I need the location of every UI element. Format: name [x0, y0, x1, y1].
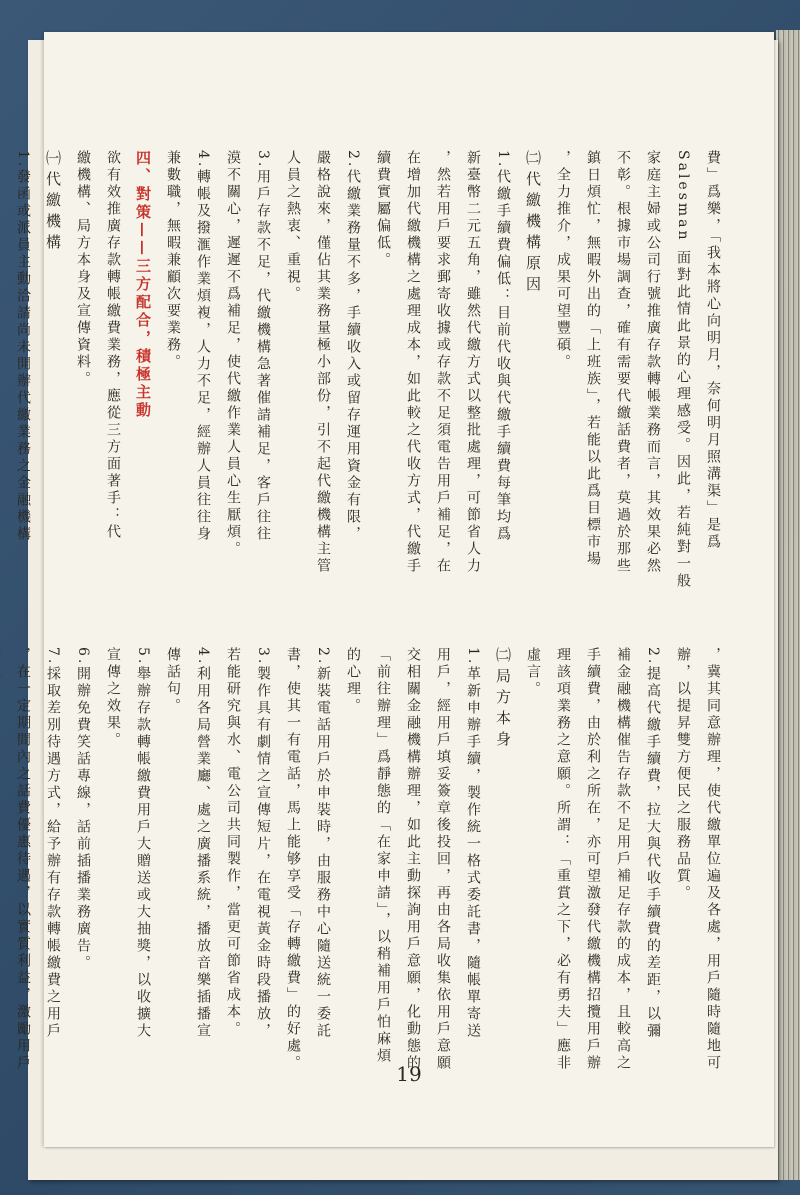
text-line: 虛言。	[525, 647, 541, 698]
text-line: 6.開辦免費笑話專線，話前插播業務廣告。	[75, 647, 91, 973]
text-line: 5.舉辦存款轉帳繳費用戶大贈送或大抽獎，以收擴大	[135, 647, 151, 1041]
text-line: 手續費，由於利之所在，亦可望激發代繳機構招攬用戶辦	[585, 647, 601, 1072]
text-line: 費」爲樂，「我本將心向明月，奈何明月照溝渠」是爲	[705, 150, 721, 551]
text-line: 2.提高代繳手續費，拉大與代收手續費的差距，以彌	[645, 647, 661, 1041]
text-line: 3.製作具有劇情之宣傳短片，在電視黃金時段播放，	[255, 647, 271, 1041]
book-page	[15, 32, 774, 1147]
text-line: 不彰。根據市場調查，確有需要代繳話費者，莫過於那些	[615, 150, 631, 575]
text-line: 4.轉帳及撥滙作業煩複，人力不足，經辦人員往往身	[195, 150, 211, 544]
text-line: 傳話句。	[165, 647, 181, 715]
text-line: 理該項業務之意願。所謂：「重賞之下，必有勇夫」應非	[555, 647, 571, 1072]
text-line: 繳機構、局方本身及宣傳資料。	[75, 150, 91, 388]
text-line: ，全力推介，成果可望豐碩。	[555, 150, 571, 371]
text-line: ㈡局方本身	[494, 647, 512, 752]
text-line: 新臺幣二元五角，雖然代繳方式以整批處理，可節省人力	[465, 150, 481, 575]
text-line: 2.代繳業務量不多，手續收入或留存運用資金有限，	[345, 150, 361, 544]
text-line: 交相關金融機構辦理，如此主動探詢用戶意願，化動態的	[405, 647, 421, 1072]
text-line: ，在一定期間內之話費優惠待遇，以實質利益，激勵用戶	[15, 647, 31, 1072]
text-line: ㈡代繳機構原因	[524, 150, 542, 297]
text-line: 1.發函或派員主動洽請尚未開辦代繳業務之金融機構	[15, 150, 31, 544]
bottom-text-block	[0, 647, 728, 1117]
text-line: 宣傳之效果。	[105, 647, 121, 749]
text-line: 續費實屬偏低。	[375, 150, 391, 269]
text-line: 1.代繳手續費偏低：目前代收與代繳手續費每筆均爲	[495, 150, 511, 544]
text-line: ，冀其同意辦理，使代繳單位遍及各處，用戶隨時隨地可	[705, 647, 721, 1072]
page-edges	[776, 30, 800, 1180]
text-line: 兼數職，無暇兼顧次要業務。	[165, 150, 181, 371]
text-line: 1.革新申辦手續，製作統一格式委託書，隨帳單寄送	[465, 647, 481, 1041]
text-line: 「前往辦理」爲靜態的「在家申請」，以稍補用戶怕麻煩	[375, 647, 391, 1065]
text-line: 書，使其一有電話，馬上能够享受「存轉繳費」的好處。	[285, 647, 301, 1072]
text-line: 7.採取差別待遇方式，給予辦有存款轉帳繳費之用戶	[45, 647, 61, 1041]
text-line: 若能研究與水、電公司共同製作，當更可節省成本。	[225, 647, 241, 1038]
text-line: 3.用戶存款不足，代繳機構急著催請補足，客戶往往	[255, 150, 271, 544]
text-line: 在增加代繳機構之處理成本，如此較之代收方式，代繳手	[405, 150, 421, 575]
text-line: ，然若用戶要求郵寄收據或存款不足須電告用戶補足，在	[435, 150, 451, 575]
text-line: 的心理。	[345, 647, 361, 715]
text-line: 漠不關心，遲遲不爲補足，使代繳作業人員心生厭煩。	[225, 150, 241, 558]
page-number: 19	[396, 1062, 422, 1086]
text-line: 欲有效推廣存款轉帳繳費業務，應從三方面著手：代	[105, 150, 121, 541]
text-line: Salesman 面對此情此景的心理感受。因此，若純對一般	[675, 150, 691, 590]
text-line: 家庭主婦或公司行號推廣存款轉帳業務而言，其效果必然	[645, 150, 661, 575]
text-line: 辦，以提昇雙方便民之服務品質。	[675, 647, 691, 902]
text-line: ㈠代繳機構	[44, 150, 62, 255]
text-line: 四、對策——三方配合，積極主動	[134, 150, 152, 420]
top-text-block	[8, 150, 728, 630]
text-line: 補金融機構催告存款不足用戶補足存款的成本，且較高之	[615, 647, 631, 1072]
text-line: 嚴格說來，僅佔其業務量極小部份，引不起代繳機構主管	[315, 150, 331, 575]
text-line: 鎮日煩忙，無暇外出的「上班族」，若能以此爲目標市場	[585, 150, 601, 568]
text-line: 4.利用各局營業廳、處之廣播系統，播放音樂插播宣	[195, 647, 211, 1041]
text-line: 2.新裝電話用戶於申裝時，由服務中心隨送統一委託	[315, 647, 331, 1041]
text-line: 人員之熱衷、重視。	[285, 150, 301, 303]
text-line: 用戶，經用戶填妥簽章後投回，再由各局收集依用戶意願	[435, 647, 451, 1072]
text-line	[0, 647, 8, 1117]
